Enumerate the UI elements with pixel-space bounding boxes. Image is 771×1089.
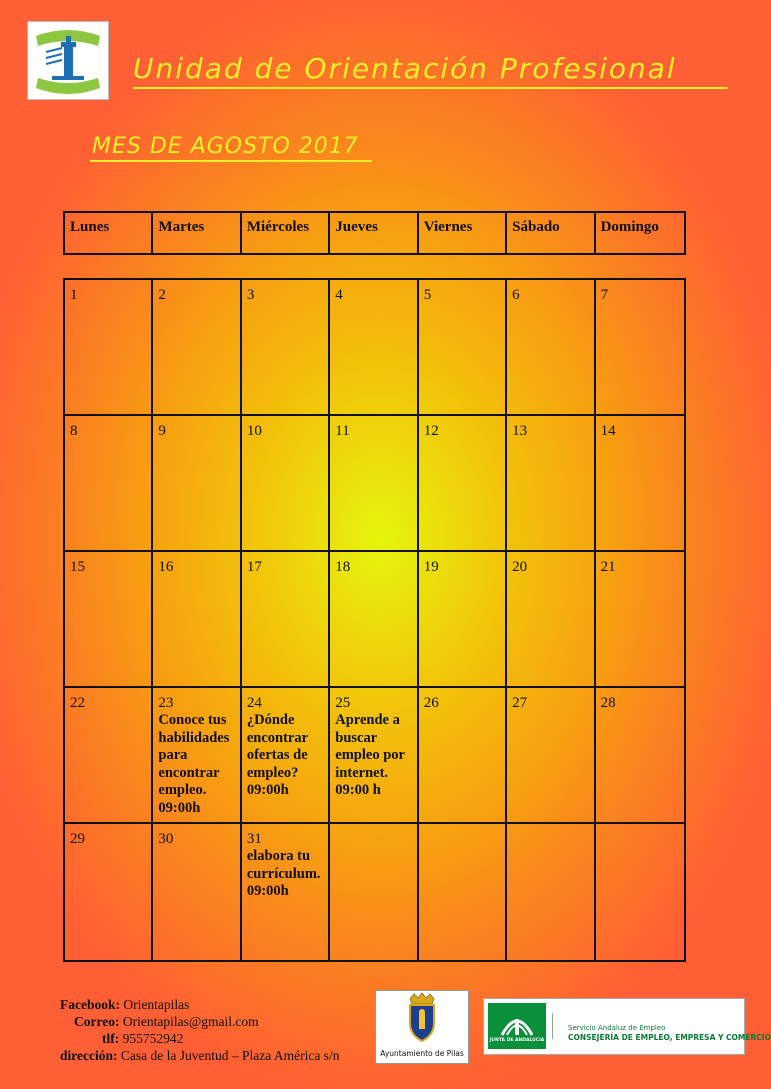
calendar-day-22 (65, 688, 153, 824)
weekday-jueves: Jueves (330, 213, 418, 253)
contact-info (60, 996, 339, 1064)
day-number: 31 (246, 831, 262, 847)
facebook-label: Facebook: (60, 997, 120, 1012)
calendar-day-27 (507, 688, 595, 824)
email-value: Orientapilas@gmail.com (122, 1014, 259, 1029)
day-number: 25 (335, 695, 351, 711)
day-number: 27 (512, 695, 528, 711)
day-number: 3 (246, 287, 255, 303)
day-event: elabora tu currículum. 09:00h (246, 848, 321, 899)
day-number: 6 (512, 287, 520, 303)
calendar-day-5 (419, 280, 507, 416)
weekday-lunes: Lunes (65, 213, 153, 253)
facebook-value: Orientapilas (123, 997, 190, 1012)
month-underline (90, 160, 372, 162)
calendar-day-23 (153, 688, 241, 824)
day-number: 23 (158, 695, 174, 711)
calendar-day-2 (153, 280, 241, 416)
weekday-viernes: Viernes (419, 213, 507, 253)
calendar-day-empty (507, 824, 595, 960)
page-title: Unidad de Orientación Profesional (133, 52, 677, 85)
calendar-day-10 (242, 416, 330, 552)
calendar-day-6 (507, 280, 595, 416)
calendar-day-empty (330, 824, 418, 960)
junta-consejeria: CONSEJERÍA DE EMPLEO, EMPRESA Y COMERCIO (568, 1033, 771, 1042)
day-number: 5 (423, 287, 432, 303)
coat-of-arms-icon (376, 991, 468, 1047)
calendar-day-15 (65, 552, 153, 688)
calendar-day-30 (153, 824, 241, 960)
phone-label: tlf: (102, 1031, 120, 1046)
day-number: 22 (70, 695, 85, 711)
weekday-domingo: Domingo (600, 219, 659, 235)
junta-andalucia-logo (483, 998, 771, 1055)
calendar-day-11 (330, 416, 418, 552)
day-number: 2 (158, 287, 166, 303)
calendar-day-28 (596, 688, 684, 824)
junta-name: JUNTA DE ANDALUCIA (489, 1038, 545, 1043)
lighthouse-icon (28, 22, 108, 99)
calendar-grid (63, 278, 686, 962)
calendar-day-8 (65, 416, 153, 552)
calendar-day-12 (419, 416, 507, 552)
day-number: 12 (423, 423, 439, 439)
calendar-day-19 (419, 552, 507, 688)
calendar-day-14 (596, 416, 684, 552)
calendar-day-18 (330, 552, 418, 688)
day-event: Aprende a buscar empleo por internet. 09:00 h (335, 712, 405, 798)
day-number: 30 (158, 831, 174, 847)
junta-divider (552, 1013, 553, 1039)
day-number: 1 (70, 287, 78, 303)
calendar-day-1 (65, 280, 153, 416)
day-number: 8 (70, 423, 78, 439)
phone-value: 955752942 (122, 1031, 184, 1046)
junta-service: Servicio Andaluz de Empleo (568, 1024, 666, 1032)
calendar-day-31 (242, 824, 330, 960)
calendar-day-25 (330, 688, 418, 824)
calendar-day-24 (242, 688, 330, 824)
day-number: 29 (70, 831, 85, 847)
calendar-day-4 (330, 280, 418, 416)
email-label: Correo: (74, 1014, 120, 1029)
calendar-day-26 (419, 688, 507, 824)
day-number: 4 (335, 287, 343, 303)
day-number: 16 (158, 559, 174, 575)
address-value: Casa de la Juventud – Plaza América s/n (120, 1048, 340, 1063)
month-title: MES DE AGOSTO 2017 (92, 134, 359, 159)
day-number: 26 (423, 695, 439, 711)
calendar-day-17 (242, 552, 330, 688)
title-underline (133, 87, 728, 89)
calendar-day-21 (596, 552, 684, 688)
day-number: 21 (600, 559, 616, 575)
day-number: 17 (246, 559, 262, 575)
calendar-day-empty (596, 824, 684, 960)
ayuntamiento-pilas-logo (375, 990, 469, 1064)
calendar-day-29 (65, 824, 153, 960)
weekday-miercoles: Miércoles (242, 213, 330, 253)
day-number: 10 (246, 423, 262, 439)
calendar-day-7 (596, 280, 684, 416)
calendar-day-9 (153, 416, 241, 552)
weekday-martes: Martes (153, 213, 241, 253)
calendar-day-13 (507, 416, 595, 552)
day-number: 7 (600, 287, 609, 303)
day-number: 9 (158, 423, 166, 439)
calendar-day-20 (507, 552, 595, 688)
calendar-day-empty (419, 824, 507, 960)
weekday-sabado: Sábado (507, 213, 595, 253)
address-label: dirección: (60, 1048, 118, 1063)
day-number: 28 (600, 695, 616, 711)
day-number: 11 (335, 423, 350, 439)
andalucia-orienta-logo (27, 21, 109, 100)
day-number: 18 (335, 559, 351, 575)
day-number: 20 (512, 559, 528, 575)
day-number: 19 (423, 559, 439, 575)
day-number: 24 (246, 695, 262, 711)
day-event: ¿Dónde encontrar ofertas de empleo? 09:00h (246, 712, 308, 798)
calendar-day-16 (153, 552, 241, 688)
pilas-caption: Ayuntamiento de Pilas (380, 1049, 464, 1058)
day-number: 14 (600, 423, 616, 439)
day-event: Conoce tus habilidades para encontrar empleo. 09:00h (158, 712, 230, 816)
day-number: 13 (512, 423, 528, 439)
weekday-header (63, 211, 686, 255)
day-number: 15 (70, 559, 85, 575)
calendar-day-3 (242, 280, 330, 416)
